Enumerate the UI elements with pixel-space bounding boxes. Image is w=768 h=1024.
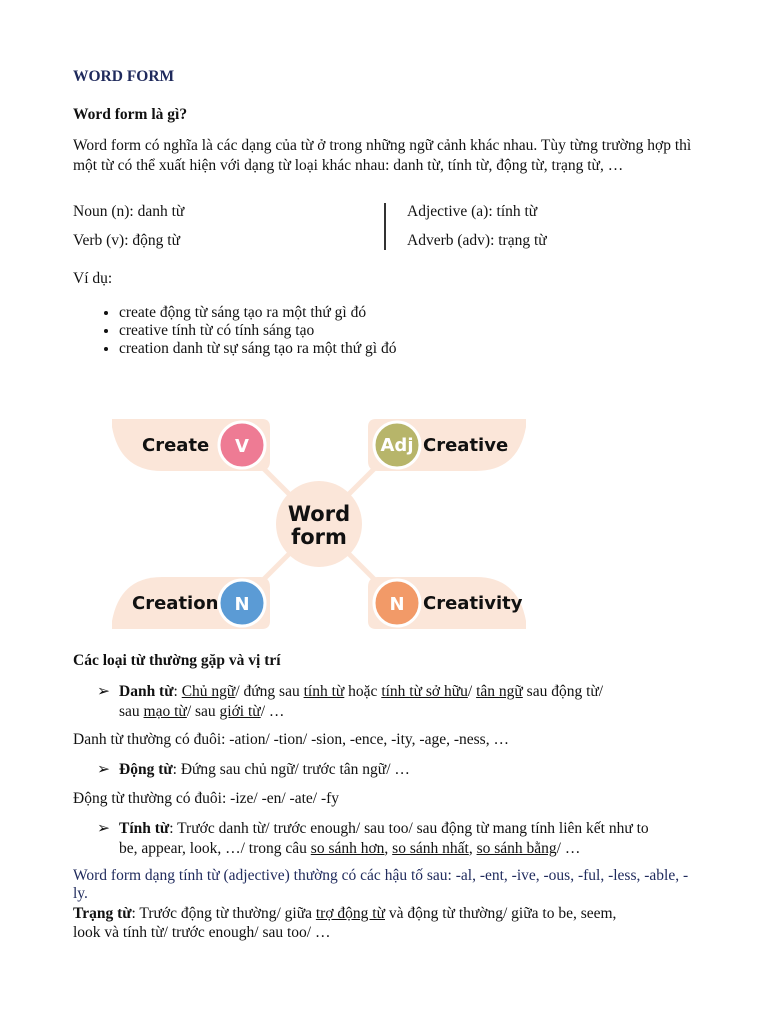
rule-text: / [467, 683, 477, 700]
list-item: • create động từ sáng tạo ra một thứ gì đó [119, 304, 396, 322]
page-title: WORD FORM [73, 68, 175, 85]
adverb-rule [73, 904, 703, 942]
intro-paragraph: Word form có nghĩa là các dạng của từ ở trong những ngữ cảnh khác nhau. Tùy từng trường hợp thì một từ có thể xuất hiện với dạng từ loại khác nhau: danh từ, tính từ, động từ, trạng từ, … [73, 137, 692, 174]
definition-heading: Word form là gì? [73, 106, 188, 123]
rule-text: be, appear, look, …/ trong câu [119, 840, 311, 857]
word-creativity: Creativity [423, 593, 523, 614]
noun-suffix: Danh từ thường có đuôi: -ation/ -tion/ -sion, -ence, -ity, -age, -ness, … [73, 731, 509, 748]
adjective-badge-label: Adj [380, 435, 414, 456]
rule-label: Động từ [119, 761, 173, 778]
underlined-term: tính từ [303, 683, 345, 700]
arrow-bullet-icon: ➢ [97, 683, 110, 700]
word-create: Create [142, 435, 210, 456]
rule-text: / … [260, 703, 285, 720]
rule-text: sau động từ/ [522, 683, 604, 700]
rule-text: / sau [186, 703, 220, 720]
rule-text: , [468, 840, 477, 857]
noun-badge-label: N [389, 594, 405, 615]
rule-text: sau [119, 703, 144, 720]
underlined-term: so sánh nhất [392, 840, 469, 857]
rule-label: Trạng từ [73, 905, 132, 922]
rule-label: Tính từ [119, 820, 170, 837]
list-item: • creative tính từ có tính sáng tạo [119, 322, 396, 340]
adverb-cell: Adverb (adv): trạng từ [407, 232, 547, 249]
section-heading: Các loại từ thường gặp và vị trí [73, 652, 281, 669]
verb-cell: Verb (v): động từ [73, 232, 180, 249]
underlined-term: trợ động từ [315, 905, 385, 922]
underlined-term: mạo từ [143, 703, 187, 720]
example-list [73, 304, 396, 358]
rule-text: hoặc [344, 683, 382, 700]
arrow-bullet-icon: ➢ [97, 761, 110, 778]
word-form-diagram [110, 415, 552, 642]
list-item: • creation danh từ sự sáng tạo ra một thứ gì đó [119, 340, 396, 358]
verb-suffix: Động từ thường có đuôi: -ize/ -en/ -ate/ -fy [73, 790, 340, 807]
underlined-term: so sánh bằng [476, 840, 557, 857]
rule-text: / … [556, 840, 581, 857]
adjective-suffix: Word form dạng tính từ (adjective) thường có các hậu tố sau: -al, -ent, -ive, -ous, -ful, -less, -able, -ly. [73, 867, 689, 902]
rule-text: : Trước danh từ/ trước enough/ sau too/ sau động từ mang tính liên kết như to [169, 820, 649, 837]
word-creation: Creation [132, 593, 219, 614]
rule-text: look và tính từ/ trước enough/ sau too/ … [73, 924, 331, 941]
noun-cell: Noun (n): danh từ [73, 203, 185, 220]
noun-badge-label: N [234, 594, 250, 615]
underlined-term: tính từ sở hữu [381, 683, 468, 700]
rule-label: Danh từ [119, 683, 174, 700]
rule-text: : Trước động từ thường/ giữa [131, 905, 316, 922]
underlined-term: so sánh hơn [310, 840, 385, 857]
underlined-term: Chủ ngữ [181, 683, 236, 700]
verb-rule [97, 760, 707, 780]
rule-text: : Đứng sau chủ ngữ/ trước tân ngữ/ … [172, 761, 410, 778]
arrow-bullet-icon: ➢ [97, 820, 110, 837]
example-label: Ví dụ: [73, 270, 113, 287]
underlined-term: giới từ [219, 703, 261, 720]
center-label-line2: form [291, 525, 347, 549]
rule-text: : [173, 683, 182, 700]
word-creative: Creative [423, 435, 509, 456]
adjective-cell: Adjective (a): tính từ [407, 203, 538, 220]
rule-text: và động từ thường/ giữa to be, seem, [385, 905, 617, 922]
noun-rule [97, 682, 707, 722]
center-label-line1: Word [287, 502, 351, 526]
rule-text: / đứng sau [235, 683, 304, 700]
rule-text: , [384, 840, 393, 857]
adjective-rule [97, 819, 707, 859]
table-divider [384, 203, 386, 250]
underlined-term: tân ngữ [476, 683, 523, 700]
verb-badge-label: V [235, 436, 249, 457]
